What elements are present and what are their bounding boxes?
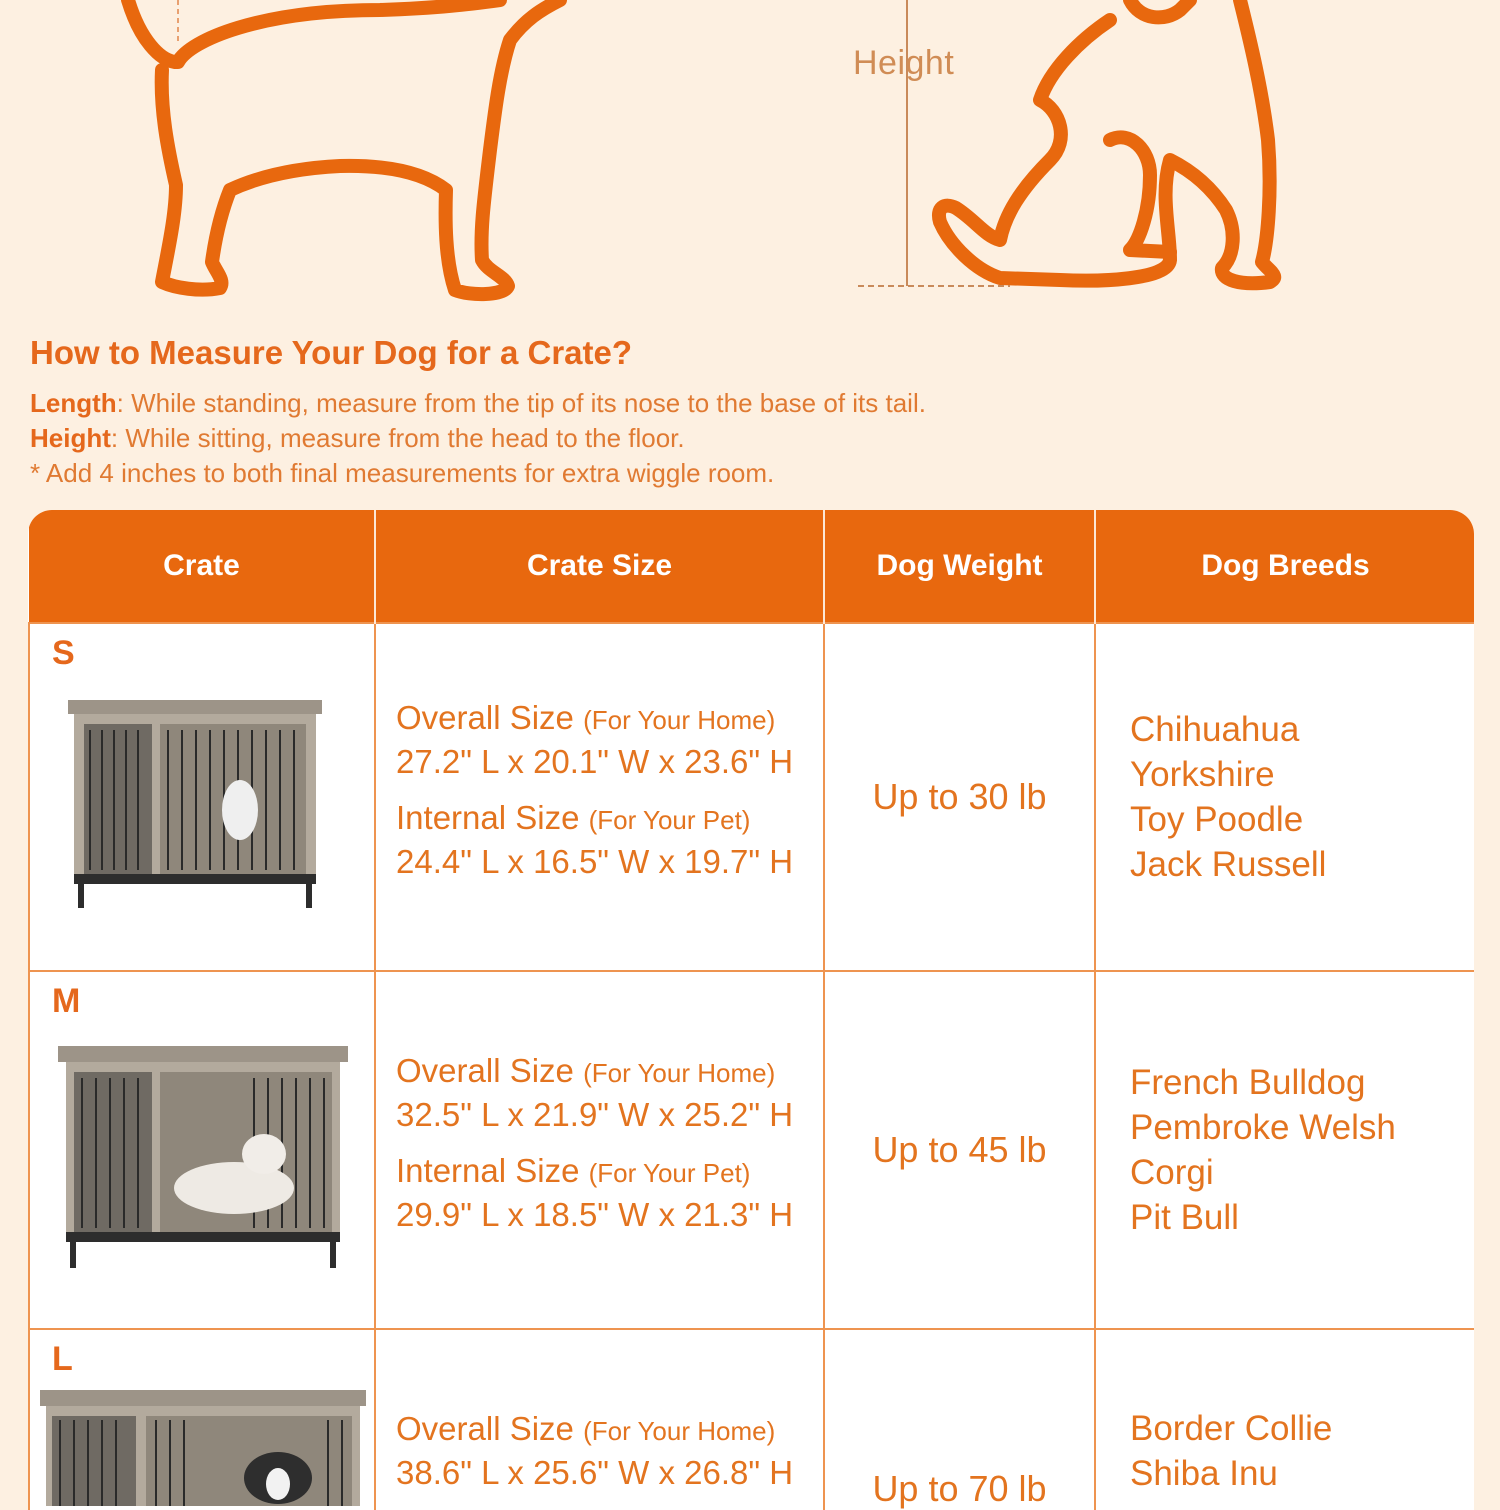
- breed-item: French Bulldog: [1130, 1063, 1366, 1102]
- header-crate-size: Crate Size: [375, 510, 824, 623]
- length-instruction: [30, 386, 1230, 421]
- size-letter: L: [52, 1340, 73, 1378]
- height-text: : While sitting, measure from the head to the floor.: [110, 423, 685, 453]
- guide-title: How to Measure Your Dog for a Crate?: [30, 334, 633, 371]
- overall-size-label: Overall Size: [396, 1410, 574, 1447]
- standing-dog-outline: [128, 0, 560, 294]
- crate-size-cell-m: [375, 971, 824, 1329]
- internal-size-label: Internal Size: [396, 799, 580, 836]
- table-row-l: [29, 1329, 1474, 1510]
- dog-measurement-illustration: [0, 0, 1500, 320]
- length-text: : While standing, measure from the tip of its nose to the base of its tail.: [116, 388, 926, 418]
- breed-item: Chihuahua: [1130, 710, 1300, 749]
- crate-cell-l: [29, 1329, 375, 1510]
- height-label-bold: Height: [30, 423, 111, 453]
- internal-size-label: Internal Size: [396, 1152, 580, 1189]
- header-dog-weight: Dog Weight: [824, 510, 1095, 623]
- table-row-m: [29, 971, 1474, 1329]
- header-dog-breeds: Dog Breeds: [1095, 510, 1474, 623]
- overall-size-note: (For Your Home): [583, 1416, 776, 1446]
- overall-size-note: (For Your Home): [583, 1058, 776, 1088]
- internal-dimensions: 24.4" L x 16.5" W x 19.7" H: [396, 843, 794, 880]
- length-label: Length: [30, 388, 117, 418]
- dog-breeds-cell-s: [1095, 623, 1474, 971]
- table-header-row: [29, 510, 1474, 623]
- measuring-guide: [30, 334, 1230, 491]
- breed-item: Border Collie: [1130, 1409, 1333, 1448]
- overall-dimensions: 38.6" L x 25.6" W x 26.8" H: [396, 1454, 794, 1491]
- overall-size-label: Overall Size: [396, 1052, 574, 1089]
- internal-size-note: (For Your Pet): [588, 805, 751, 835]
- internal-size-note: (For Your Pet): [588, 1158, 751, 1188]
- breed-item: Pit Bull: [1130, 1198, 1239, 1237]
- overall-size-label: Overall Size: [396, 699, 574, 736]
- header-crate: Crate: [29, 510, 375, 623]
- breed-item: Pembroke Welsh: [1130, 1108, 1396, 1147]
- table-row-s: [29, 623, 1474, 971]
- crate-image-medium: [54, 1038, 354, 1278]
- height-label: Height: [853, 44, 955, 82]
- dog-breeds-cell-m: [1095, 971, 1474, 1329]
- crate-cell-s: [29, 623, 375, 971]
- dog-weight-cell-l: [824, 1329, 1095, 1510]
- sitting-dog-outline: [939, 0, 1274, 283]
- dog-weight-value: Up to 70 lb: [872, 1468, 1047, 1509]
- breed-item: Jack Russell: [1130, 845, 1327, 884]
- overall-dimensions: 27.2" L x 20.1" W x 23.6" H: [396, 743, 794, 780]
- breed-item: Yorkshire: [1130, 755, 1275, 794]
- dog-breeds-cell-l: [1095, 1329, 1474, 1510]
- crate-cell-m: [29, 971, 375, 1329]
- breed-item: Toy Poodle: [1130, 800, 1304, 839]
- breed-item: Shiba Inu: [1130, 1454, 1278, 1493]
- internal-dimensions: 29.9" L x 18.5" W x 21.3" H: [396, 1196, 794, 1233]
- crate-size-cell-s: [375, 623, 824, 971]
- overall-dimensions: 32.5" L x 21.9" W x 25.2" H: [396, 1096, 794, 1133]
- size-chart-table: [28, 510, 1474, 1510]
- size-letter: M: [52, 982, 81, 1020]
- size-letter: S: [52, 634, 75, 672]
- crate-image-small: [60, 690, 330, 920]
- height-instruction: [30, 421, 1230, 456]
- crate-size-cell-l: [375, 1329, 824, 1510]
- overall-size-note: (For Your Home): [583, 705, 776, 735]
- dog-weight-cell-s: Up to 30 lb: [824, 623, 1095, 971]
- breed-item: Corgi: [1130, 1153, 1214, 1192]
- dog-weight-cell-m: Up to 45 lb: [824, 971, 1095, 1329]
- wiggle-room-note: * Add 4 inches to both final measurements for extra wiggle room.: [30, 458, 775, 488]
- crate-image-large: [38, 1386, 368, 1506]
